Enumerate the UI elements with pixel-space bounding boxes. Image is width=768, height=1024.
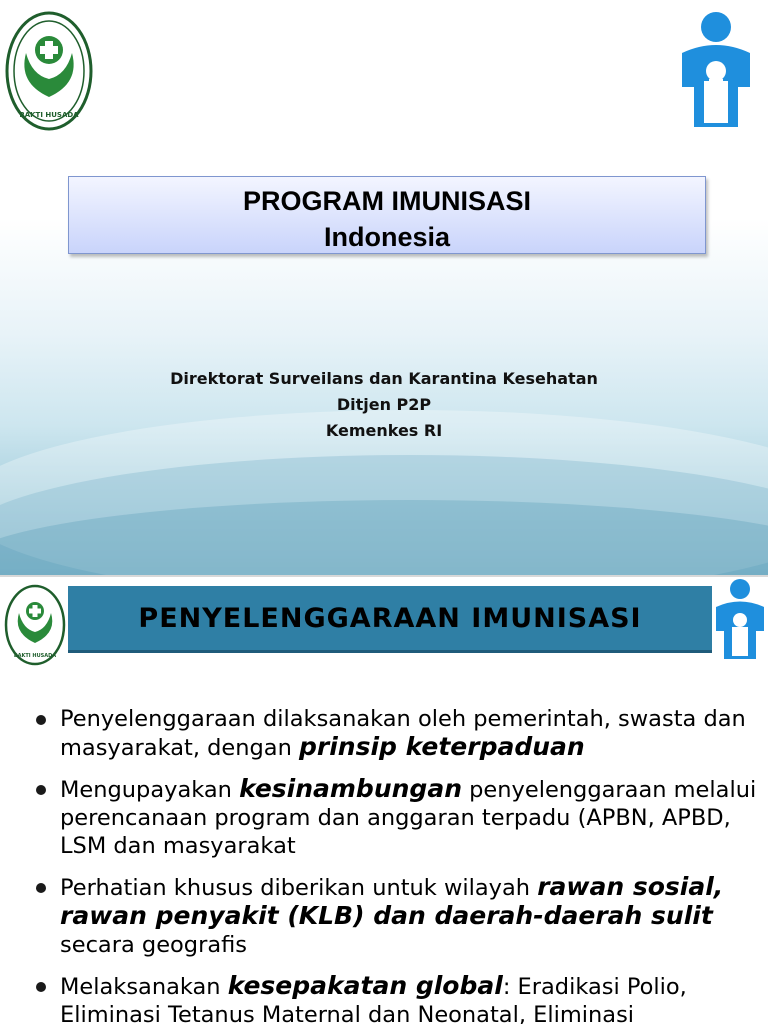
bullet-icon xyxy=(36,982,46,992)
bakti-husada-logo xyxy=(4,583,66,667)
list-item: Melaksanakan kesepakatan global: Eradikasi Polio, Eliminasi Tetanus Maternal dan Neonatal, Eliminasi xyxy=(30,972,765,1024)
organization-block xyxy=(0,366,768,444)
bullet-list xyxy=(30,705,765,1024)
parent-child-logo xyxy=(712,577,768,663)
organization-line: Kemenkes RI xyxy=(325,421,443,440)
svg-text:BAKTI HUSADA: BAKTI HUSADA xyxy=(19,111,79,119)
emphasis-text: rawan sosial, rawan penyakit (KLB) dan daerah-daerah sulit xyxy=(60,872,724,930)
bullet-icon xyxy=(36,785,46,795)
bakti-husada-logo xyxy=(4,5,94,133)
slide-header xyxy=(68,586,712,653)
title-box xyxy=(68,176,706,254)
list-item: Perhatian khusus diberikan untuk wilayah rawan sosial, rawan penyakit (KLB) dan daerah-daerah sulit secara geografis xyxy=(30,873,765,959)
list-item: Mengupayakan kesinambungan penyelenggaraan melalui perencanaan program dan anggaran terpadu (APBN, APBD, LSM dan masyarakat xyxy=(30,775,765,860)
organization-line: Ditjen P2P xyxy=(336,395,432,414)
emphasis-text: kesinambungan xyxy=(239,774,462,803)
emphasis-text: prinsip keterpaduan xyxy=(299,732,585,761)
list-item: Penyelenggaraan dilaksanakan oleh pemerintah, swasta dan masyarakat, dengan prinsip keterpaduan xyxy=(30,705,765,762)
emphasis-text: kesepakatan global xyxy=(227,971,503,1000)
slide-subtitle-country: Indonesia xyxy=(323,222,451,252)
bullet-icon xyxy=(36,883,46,893)
content-slide xyxy=(0,577,768,1024)
parent-child-logo xyxy=(676,9,756,133)
slide-title: PROGRAM IMUNISASI xyxy=(242,186,531,216)
bullet-icon xyxy=(36,715,46,725)
organization-line: Direktorat Surveilans dan Karantina Kesehatan xyxy=(170,369,598,388)
svg-text:BAKTI HUSADA: BAKTI HUSADA xyxy=(13,653,57,659)
slide-header-title: PENYELENGGARAAN IMUNISASI xyxy=(138,602,642,634)
